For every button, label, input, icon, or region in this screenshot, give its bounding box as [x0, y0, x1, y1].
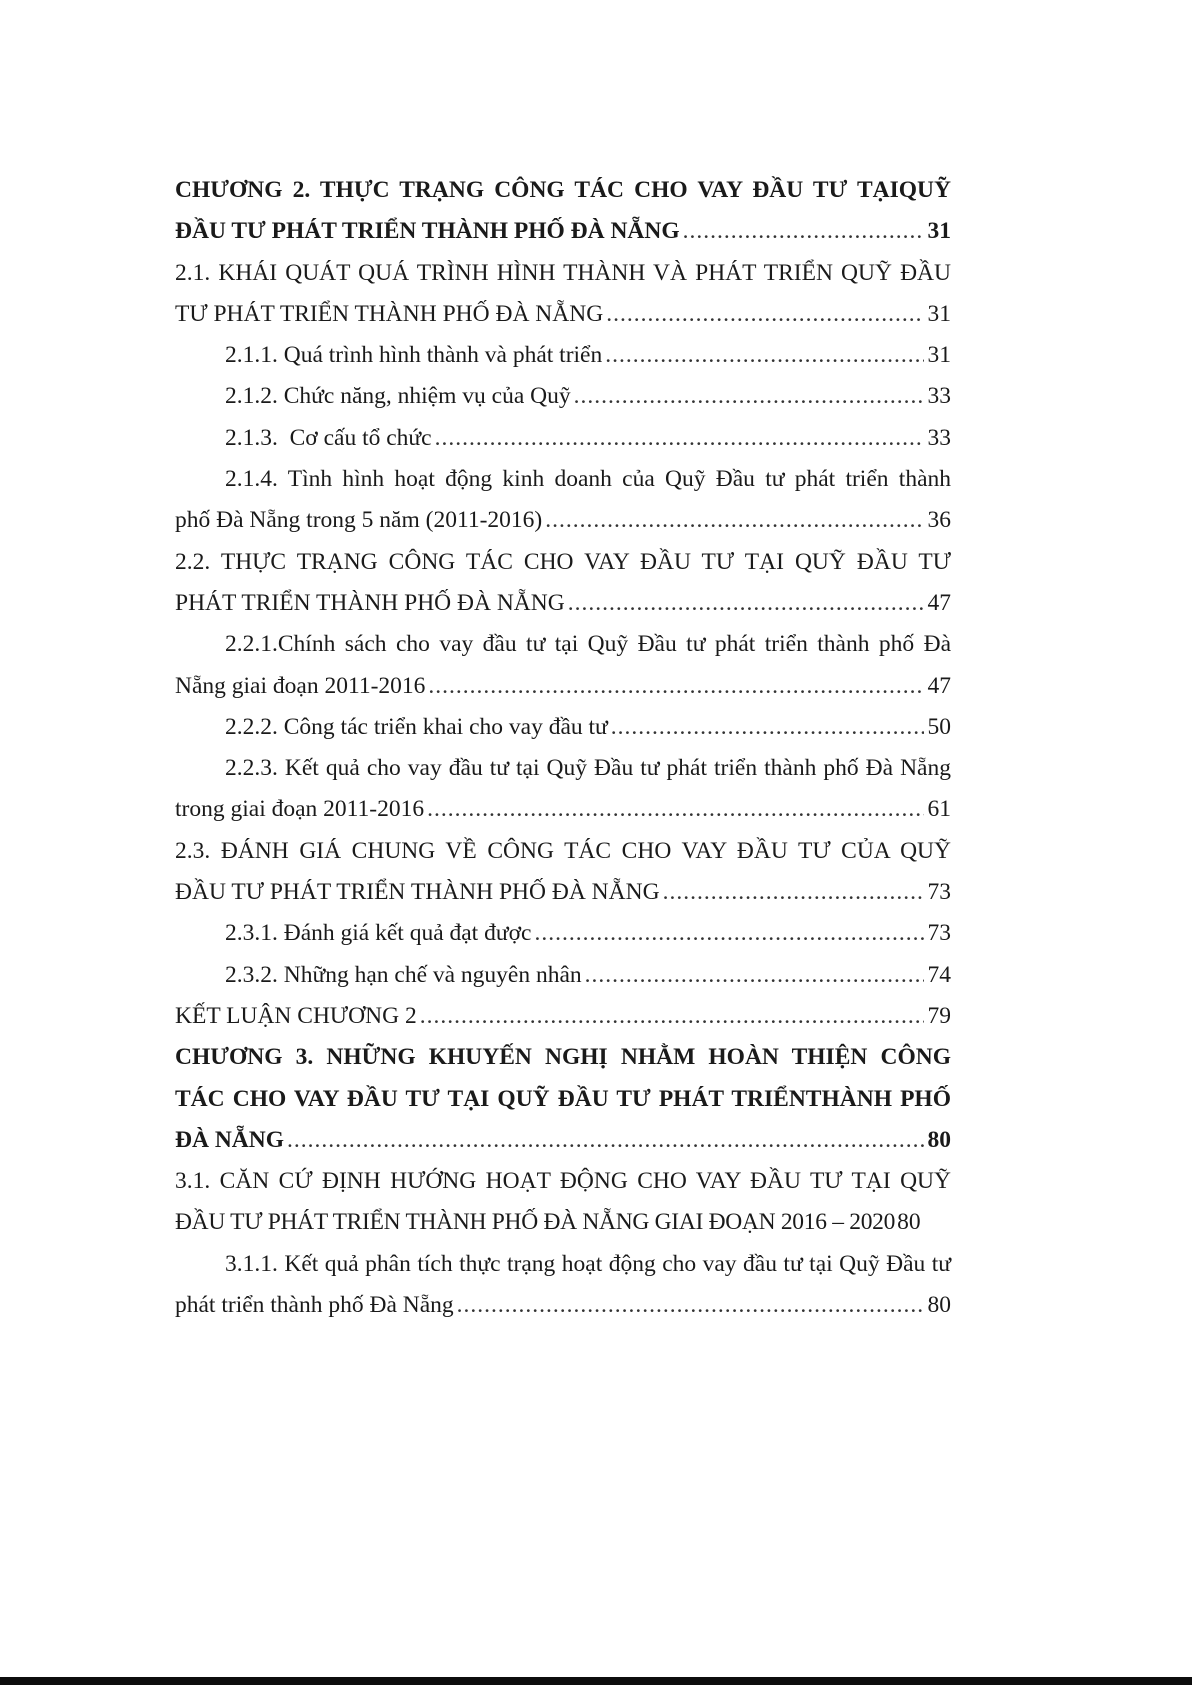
toc-entry-2-1-3[interactable]	[175, 418, 951, 459]
toc-entry-title-line: CHƯƠNG 2. THỰC TRẠNG CÔNG TÁC CHO VAY ĐẦU TƯ TẠIQUỸ	[175, 177, 951, 203]
toc-entry-3-1-1[interactable]	[175, 1244, 951, 1327]
dot-leader	[605, 335, 923, 376]
toc-entry-title-end: ĐÀ NẴNG	[175, 1126, 285, 1153]
toc-page-number: 33	[927, 383, 951, 410]
toc-entry-2-2-2[interactable]	[175, 707, 951, 748]
toc-entry-3-1[interactable]	[175, 1161, 951, 1244]
toc-entry-last-line	[175, 500, 951, 541]
toc-page-number: 50	[927, 713, 951, 740]
dot-leader	[427, 789, 923, 830]
toc-entry-title-end: phố Đà Nẵng trong 5 năm (2011-2016)	[175, 507, 543, 534]
toc-entry-last-line	[175, 707, 951, 748]
toc-entry-title-end: ĐẦU TƯ PHÁT TRIỂN THÀNH PHỐ ĐÀ NẴNG GIAI ĐOẠN 2016 – 2020	[175, 1209, 896, 1236]
toc-entry-title: 2.1.2. Chức năng, nhiệm vụ của Quỹ	[225, 383, 571, 410]
toc-page-number: 36	[927, 507, 951, 534]
toc-entry-title-line: 2.2. THỰC TRẠNG CÔNG TÁC CHO VAY ĐẦU TƯ TẠI QUỸ ĐẦU TƯ	[175, 548, 951, 575]
toc-entry-2-2-3[interactable]	[175, 748, 951, 831]
dot-leader	[457, 1285, 924, 1326]
table-of-contents	[175, 170, 951, 1326]
toc-entry-last-line	[175, 996, 951, 1037]
dot-leader	[287, 1120, 923, 1161]
toc-page-number: 80	[927, 1292, 951, 1319]
toc-entry-last-line	[175, 294, 951, 335]
toc-entry-2-2[interactable]	[175, 542, 951, 625]
toc-entry-title: 2.3.1. Đánh giá kết quả đạt được	[225, 920, 532, 947]
toc-entry-title-end: TƯ PHÁT TRIỂN THÀNH PHỐ ĐÀ NẴNG	[175, 300, 604, 327]
dot-leader	[663, 872, 924, 913]
toc-entry-chapter-2[interactable]	[175, 170, 951, 253]
toc-entry-2-3-2[interactable]	[175, 955, 951, 996]
toc-entry-title-end: trong giai đoạn 2011-2016	[175, 796, 425, 823]
toc-page-number: 33	[927, 424, 951, 451]
toc-entry-title: KẾT LUẬN CHƯƠNG 2	[175, 1002, 417, 1029]
toc-entry-last-line	[175, 335, 951, 376]
toc-entry-last-line	[175, 583, 951, 624]
toc-page-number: 31	[927, 300, 951, 327]
dot-leader	[683, 211, 924, 252]
toc-page-number: 80	[897, 1209, 921, 1236]
toc-entry-title-end: ĐẦU TƯ PHÁT TRIỂN THÀNH PHỐ ĐÀ NẴNG	[175, 218, 680, 245]
toc-entry-last-line	[175, 1202, 951, 1243]
toc-entry-last-line	[175, 666, 951, 707]
toc-entry-title: 2.1.1. Quá trình hình thành và phát triển	[225, 342, 603, 369]
dot-leader	[420, 996, 924, 1037]
toc-entry-title-line: 2.2.1.Chính sách cho vay đầu tư tại Quỹ Đầu tư phát triển thành phố Đà	[225, 631, 951, 658]
toc-entry-2-1[interactable]	[175, 253, 951, 336]
toc-entry-conclusion-chapter-2[interactable]	[175, 996, 951, 1037]
toc-entry-2-3[interactable]	[175, 831, 951, 914]
toc-entry-title-line: 2.2.3. Kết quả cho vay đầu tư tại Quỹ Đầu tư phát triển thành phố Đà Nẵng	[225, 755, 951, 782]
toc-page-number: 73	[927, 879, 951, 906]
dot-leader	[585, 955, 924, 996]
toc-entry-title-line: 2.3. ĐÁNH GIÁ CHUNG VỀ CÔNG TÁC CHO VAY ĐẦU TƯ CỦA QUỸ	[175, 837, 951, 864]
toc-entry-title: 2.2.2. Công tác triển khai cho vay đầu tư	[225, 713, 608, 740]
toc-entry-title-end: PHÁT TRIỂN THÀNH PHỐ ĐÀ NẴNG	[175, 589, 565, 616]
toc-entry-title-line: 3.1. CĂN CỨ ĐỊNH HƯỚNG HOẠT ĐỘNG CHO VAY ĐẦU TƯ TẠI QUỸ	[175, 1168, 951, 1195]
dot-leader	[574, 376, 924, 417]
toc-entry-last-line	[175, 1285, 951, 1326]
toc-page-number: 79	[927, 1002, 951, 1029]
toc-page-number: 47	[927, 589, 951, 616]
toc-entry-title-end: ĐẦU TƯ PHÁT TRIỂN THÀNH PHỐ ĐÀ NẴNG	[175, 879, 660, 906]
toc-entry-title-line: 3.1.1. Kết quả phân tích thực trạng hoạt động cho vay đầu tư tại Quỹ Đầu tư	[225, 1250, 951, 1277]
toc-entry-2-3-1[interactable]	[175, 913, 951, 954]
dot-leader	[435, 418, 924, 459]
toc-entry-title: 2.1.3. Cơ cấu tổ chức	[225, 424, 432, 451]
toc-entry-chapter-3[interactable]	[175, 1037, 951, 1161]
toc-page-number: 80	[927, 1126, 951, 1153]
dot-leader	[606, 294, 923, 335]
dot-leader	[568, 583, 924, 624]
toc-entry-title-end: Nẵng giai đoạn 2011-2016	[175, 672, 426, 699]
toc-entry-2-1-4[interactable]	[175, 459, 951, 542]
toc-entry-2-1-1[interactable]	[175, 335, 951, 376]
toc-entry-title-line: 2.1.4. Tình hình hoạt động kinh doanh của Quỹ Đầu tư phát triển thành	[225, 466, 951, 493]
dot-leader	[534, 913, 923, 954]
toc-entry-title: 2.3.2. Những hạn chế và nguyên nhân	[225, 961, 582, 988]
toc-entry-2-2-1[interactable]	[175, 624, 951, 707]
toc-page-number: 31	[927, 218, 951, 245]
toc-entry-last-line	[175, 872, 951, 913]
toc-entry-2-1-2[interactable]	[175, 376, 951, 417]
toc-page-number: 61	[927, 796, 951, 823]
toc-entry-last-line	[175, 1120, 951, 1161]
toc-page-number: 74	[927, 961, 951, 988]
toc-entry-title-line: TÁC CHO VAY ĐẦU TƯ TẠI QUỸ ĐẦU TƯ PHÁT TRIỂNTHÀNH PHỐ	[175, 1085, 951, 1112]
dot-leader	[611, 707, 924, 748]
toc-entry-last-line	[175, 913, 951, 954]
page-bottom-edge	[0, 1677, 1192, 1685]
toc-entry-title-line: CHƯƠNG 3. NHỮNG KHUYẾN NGHỊ NHẰM HOÀN THIỆN CÔNG	[175, 1044, 951, 1071]
toc-page-number: 31	[927, 342, 951, 369]
toc-entry-title-line: 2.1. KHÁI QUÁT QUÁ TRÌNH HÌNH THÀNH VÀ PHÁT TRIỂN QUỸ ĐẦU	[175, 259, 951, 286]
dot-leader	[545, 500, 923, 541]
dot-leader	[428, 666, 923, 707]
toc-entry-last-line	[175, 376, 951, 417]
toc-entry-last-line	[175, 955, 951, 996]
toc-entry-last-line	[175, 211, 951, 252]
toc-page-number: 73	[927, 920, 951, 947]
toc-entry-title-end: phát triển thành phố Đà Nẵng	[175, 1292, 454, 1319]
toc-page-number: 47	[927, 672, 951, 699]
toc-entry-last-line	[175, 789, 951, 830]
toc-entry-last-line	[175, 418, 951, 459]
